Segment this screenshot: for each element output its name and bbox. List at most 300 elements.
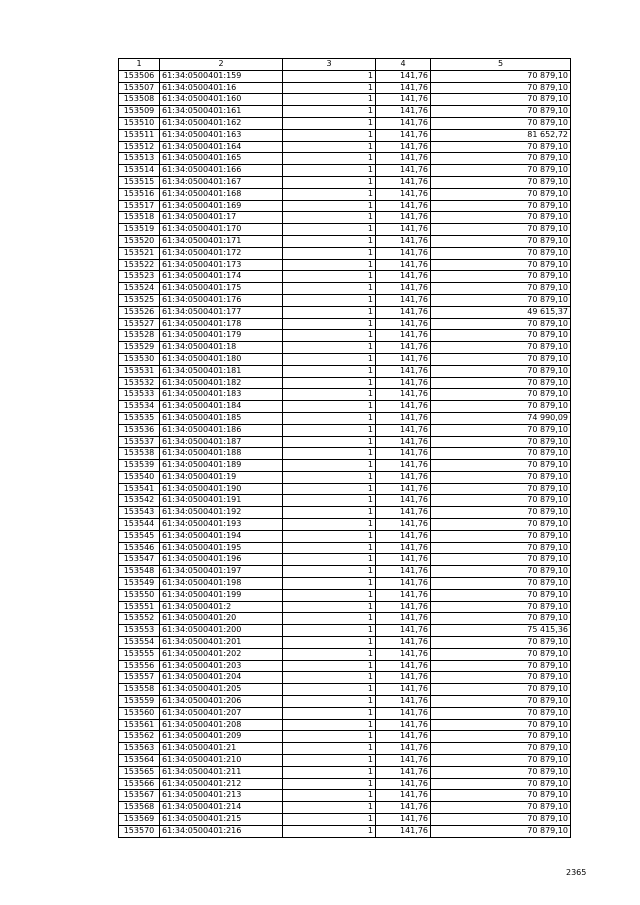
area-cell: 141,76 bbox=[376, 637, 431, 649]
row-number-cell: 153542 bbox=[119, 495, 160, 507]
count-cell: 1 bbox=[283, 554, 376, 566]
cadastral-number-cell: 61:34:0500401:163 bbox=[160, 129, 283, 141]
row-number-cell: 153506 bbox=[119, 70, 160, 82]
value-cell: 70 879,10 bbox=[431, 424, 571, 436]
row-number-cell: 153513 bbox=[119, 153, 160, 165]
count-cell: 1 bbox=[283, 117, 376, 129]
count-cell: 1 bbox=[283, 719, 376, 731]
value-cell: 70 879,10 bbox=[431, 589, 571, 601]
row-number-cell: 153515 bbox=[119, 176, 160, 188]
cadastral-number-cell: 61:34:0500401:181 bbox=[160, 365, 283, 377]
cadastral-number-cell: 61:34:0500401:172 bbox=[160, 247, 283, 259]
row-number-cell: 153512 bbox=[119, 141, 160, 153]
value-cell: 70 879,10 bbox=[431, 224, 571, 236]
count-cell: 1 bbox=[283, 637, 376, 649]
area-cell: 141,76 bbox=[376, 259, 431, 271]
row-number-cell: 153536 bbox=[119, 424, 160, 436]
cadastral-number-cell: 61:34:0500401:213 bbox=[160, 790, 283, 802]
area-cell: 141,76 bbox=[376, 436, 431, 448]
value-cell: 70 879,10 bbox=[431, 613, 571, 625]
cadastral-number-cell: 61:34:0500401:211 bbox=[160, 766, 283, 778]
table-row bbox=[119, 129, 571, 141]
value-cell: 70 879,10 bbox=[431, 707, 571, 719]
row-number-cell: 153528 bbox=[119, 330, 160, 342]
row-number-cell: 153535 bbox=[119, 412, 160, 424]
row-number-cell: 153550 bbox=[119, 589, 160, 601]
row-number-cell: 153567 bbox=[119, 790, 160, 802]
table-row bbox=[119, 212, 571, 224]
area-cell: 141,76 bbox=[376, 247, 431, 259]
value-cell: 70 879,10 bbox=[431, 188, 571, 200]
count-cell: 1 bbox=[283, 283, 376, 295]
area-cell: 141,76 bbox=[376, 424, 431, 436]
row-number-cell: 153510 bbox=[119, 117, 160, 129]
row-number-cell: 153527 bbox=[119, 318, 160, 330]
area-cell: 141,76 bbox=[376, 365, 431, 377]
count-cell: 1 bbox=[283, 589, 376, 601]
value-cell: 70 879,10 bbox=[431, 389, 571, 401]
count-cell: 1 bbox=[283, 401, 376, 413]
value-cell: 70 879,10 bbox=[431, 719, 571, 731]
row-number-cell: 153544 bbox=[119, 519, 160, 531]
count-cell: 1 bbox=[283, 471, 376, 483]
table-row bbox=[119, 436, 571, 448]
cadastral-number-cell: 61:34:0500401:173 bbox=[160, 259, 283, 271]
value-cell: 70 879,10 bbox=[431, 330, 571, 342]
table-row bbox=[119, 601, 571, 613]
cadastral-number-cell: 61:34:0500401:214 bbox=[160, 802, 283, 814]
value-cell: 70 879,10 bbox=[431, 165, 571, 177]
row-number-cell: 153520 bbox=[119, 235, 160, 247]
cadastral-number-cell: 61:34:0500401:192 bbox=[160, 507, 283, 519]
count-cell: 1 bbox=[283, 802, 376, 814]
cadastral-number-cell: 61:34:0500401:183 bbox=[160, 389, 283, 401]
cadastral-number-cell: 61:34:0500401:185 bbox=[160, 412, 283, 424]
table-row bbox=[119, 766, 571, 778]
table-row bbox=[119, 235, 571, 247]
count-cell: 1 bbox=[283, 235, 376, 247]
count-cell: 1 bbox=[283, 271, 376, 283]
table-row bbox=[119, 755, 571, 767]
value-cell: 70 879,10 bbox=[431, 318, 571, 330]
count-cell: 1 bbox=[283, 731, 376, 743]
cadastral-number-cell: 61:34:0500401:165 bbox=[160, 153, 283, 165]
row-number-cell: 153543 bbox=[119, 507, 160, 519]
area-cell: 141,76 bbox=[376, 707, 431, 719]
value-cell: 70 879,10 bbox=[431, 294, 571, 306]
count-cell: 1 bbox=[283, 212, 376, 224]
count-cell: 1 bbox=[283, 342, 376, 354]
count-cell: 1 bbox=[283, 436, 376, 448]
row-number-cell: 153519 bbox=[119, 224, 160, 236]
cadastral-number-cell: 61:34:0500401:212 bbox=[160, 778, 283, 790]
value-cell: 70 879,10 bbox=[431, 672, 571, 684]
row-number-cell: 153562 bbox=[119, 731, 160, 743]
cadastral-number-cell: 61:34:0500401:2 bbox=[160, 601, 283, 613]
count-cell: 1 bbox=[283, 790, 376, 802]
cadastral-number-cell: 61:34:0500401:199 bbox=[160, 589, 283, 601]
table-body bbox=[119, 70, 571, 837]
table-row bbox=[119, 365, 571, 377]
column-header: 2 bbox=[160, 59, 283, 71]
row-number-cell: 153509 bbox=[119, 106, 160, 118]
table-row bbox=[119, 589, 571, 601]
header-row bbox=[119, 59, 571, 71]
row-number-cell: 153564 bbox=[119, 755, 160, 767]
cadastral-number-cell: 61:34:0500401:161 bbox=[160, 106, 283, 118]
row-number-cell: 153559 bbox=[119, 696, 160, 708]
value-cell: 70 879,10 bbox=[431, 448, 571, 460]
count-cell: 1 bbox=[283, 814, 376, 826]
cadastral-number-cell: 61:34:0500401:205 bbox=[160, 684, 283, 696]
table-row bbox=[119, 507, 571, 519]
table-row bbox=[119, 696, 571, 708]
cadastral-number-cell: 61:34:0500401:194 bbox=[160, 530, 283, 542]
count-cell: 1 bbox=[283, 519, 376, 531]
row-number-cell: 153555 bbox=[119, 648, 160, 660]
cadastral-number-cell: 61:34:0500401:178 bbox=[160, 318, 283, 330]
table-row bbox=[119, 719, 571, 731]
count-cell: 1 bbox=[283, 306, 376, 318]
row-number-cell: 153551 bbox=[119, 601, 160, 613]
count-cell: 1 bbox=[283, 578, 376, 590]
table-row bbox=[119, 648, 571, 660]
table-row bbox=[119, 519, 571, 531]
row-number-cell: 153540 bbox=[119, 471, 160, 483]
value-cell: 70 879,10 bbox=[431, 436, 571, 448]
cadastral-number-cell: 61:34:0500401:191 bbox=[160, 495, 283, 507]
value-cell: 70 879,10 bbox=[431, 342, 571, 354]
cadastral-number-cell: 61:34:0500401:159 bbox=[160, 70, 283, 82]
count-cell: 1 bbox=[283, 106, 376, 118]
count-cell: 1 bbox=[283, 294, 376, 306]
row-number-cell: 153529 bbox=[119, 342, 160, 354]
row-number-cell: 153547 bbox=[119, 554, 160, 566]
area-cell: 141,76 bbox=[376, 294, 431, 306]
table-row bbox=[119, 82, 571, 94]
count-cell: 1 bbox=[283, 153, 376, 165]
table-row bbox=[119, 353, 571, 365]
row-number-cell: 153533 bbox=[119, 389, 160, 401]
table-row bbox=[119, 318, 571, 330]
value-cell: 70 879,10 bbox=[431, 637, 571, 649]
area-cell: 141,76 bbox=[376, 342, 431, 354]
row-number-cell: 153541 bbox=[119, 483, 160, 495]
count-cell: 1 bbox=[283, 672, 376, 684]
table-row bbox=[119, 707, 571, 719]
table-row bbox=[119, 802, 571, 814]
row-number-cell: 153523 bbox=[119, 271, 160, 283]
area-cell: 141,76 bbox=[376, 389, 431, 401]
cadastral-number-cell: 61:34:0500401:215 bbox=[160, 814, 283, 826]
value-cell: 70 879,10 bbox=[431, 684, 571, 696]
cadastral-number-cell: 61:34:0500401:216 bbox=[160, 825, 283, 837]
column-header: 3 bbox=[283, 59, 376, 71]
cadastral-number-cell: 61:34:0500401:196 bbox=[160, 554, 283, 566]
area-cell: 141,76 bbox=[376, 117, 431, 129]
count-cell: 1 bbox=[283, 660, 376, 672]
area-cell: 141,76 bbox=[376, 94, 431, 106]
count-cell: 1 bbox=[283, 648, 376, 660]
value-cell: 70 879,10 bbox=[431, 542, 571, 554]
row-number-cell: 153548 bbox=[119, 566, 160, 578]
area-cell: 141,76 bbox=[376, 330, 431, 342]
count-cell: 1 bbox=[283, 424, 376, 436]
page-number: 2365 bbox=[566, 868, 587, 877]
cadastral-number-cell: 61:34:0500401:198 bbox=[160, 578, 283, 590]
area-cell: 141,76 bbox=[376, 165, 431, 177]
row-number-cell: 153563 bbox=[119, 743, 160, 755]
table-row bbox=[119, 731, 571, 743]
count-cell: 1 bbox=[283, 330, 376, 342]
area-cell: 141,76 bbox=[376, 743, 431, 755]
area-cell: 141,76 bbox=[376, 696, 431, 708]
value-cell: 70 879,10 bbox=[431, 94, 571, 106]
cadastral-number-cell: 61:34:0500401:176 bbox=[160, 294, 283, 306]
cadastral-number-cell: 61:34:0500401:210 bbox=[160, 755, 283, 767]
area-cell: 141,76 bbox=[376, 176, 431, 188]
area-cell: 141,76 bbox=[376, 188, 431, 200]
value-cell: 70 879,10 bbox=[431, 247, 571, 259]
cadastral-number-cell: 61:34:0500401:177 bbox=[160, 306, 283, 318]
count-cell: 1 bbox=[283, 766, 376, 778]
table-row bbox=[119, 153, 571, 165]
table-row bbox=[119, 224, 571, 236]
area-cell: 141,76 bbox=[376, 235, 431, 247]
count-cell: 1 bbox=[283, 495, 376, 507]
area-cell: 141,76 bbox=[376, 106, 431, 118]
count-cell: 1 bbox=[283, 141, 376, 153]
value-cell: 70 879,10 bbox=[431, 731, 571, 743]
area-cell: 141,76 bbox=[376, 802, 431, 814]
row-number-cell: 153508 bbox=[119, 94, 160, 106]
row-number-cell: 153538 bbox=[119, 448, 160, 460]
count-cell: 1 bbox=[283, 412, 376, 424]
table-row bbox=[119, 542, 571, 554]
table-row bbox=[119, 448, 571, 460]
count-cell: 1 bbox=[283, 377, 376, 389]
count-cell: 1 bbox=[283, 743, 376, 755]
area-cell: 141,76 bbox=[376, 589, 431, 601]
table-row bbox=[119, 342, 571, 354]
area-cell: 141,76 bbox=[376, 82, 431, 94]
table-row bbox=[119, 165, 571, 177]
value-cell: 70 879,10 bbox=[431, 660, 571, 672]
value-cell: 70 879,10 bbox=[431, 176, 571, 188]
table-row bbox=[119, 672, 571, 684]
cadastral-number-cell: 61:34:0500401:170 bbox=[160, 224, 283, 236]
table-row bbox=[119, 389, 571, 401]
count-cell: 1 bbox=[283, 755, 376, 767]
table-row bbox=[119, 554, 571, 566]
count-cell: 1 bbox=[283, 613, 376, 625]
row-number-cell: 153507 bbox=[119, 82, 160, 94]
row-number-cell: 153537 bbox=[119, 436, 160, 448]
value-cell: 70 879,10 bbox=[431, 507, 571, 519]
table-row bbox=[119, 117, 571, 129]
area-cell: 141,76 bbox=[376, 306, 431, 318]
value-cell: 70 879,10 bbox=[431, 601, 571, 613]
cadastral-number-cell: 61:34:0500401:184 bbox=[160, 401, 283, 413]
cadastral-number-cell: 61:34:0500401:166 bbox=[160, 165, 283, 177]
table-row bbox=[119, 460, 571, 472]
count-cell: 1 bbox=[283, 530, 376, 542]
table-row bbox=[119, 814, 571, 826]
column-header: 5 bbox=[431, 59, 571, 71]
table-row bbox=[119, 684, 571, 696]
row-number-cell: 153549 bbox=[119, 578, 160, 590]
table-row bbox=[119, 401, 571, 413]
value-cell: 70 879,10 bbox=[431, 271, 571, 283]
row-number-cell: 153556 bbox=[119, 660, 160, 672]
value-cell: 70 879,10 bbox=[431, 790, 571, 802]
count-cell: 1 bbox=[283, 542, 376, 554]
area-cell: 141,76 bbox=[376, 554, 431, 566]
area-cell: 141,76 bbox=[376, 377, 431, 389]
value-cell: 70 879,10 bbox=[431, 483, 571, 495]
area-cell: 141,76 bbox=[376, 495, 431, 507]
column-header: 1 bbox=[119, 59, 160, 71]
value-cell: 49 615,37 bbox=[431, 306, 571, 318]
cadastral-number-cell: 61:34:0500401:207 bbox=[160, 707, 283, 719]
value-cell: 70 879,10 bbox=[431, 283, 571, 295]
cadastral-number-cell: 61:34:0500401:160 bbox=[160, 94, 283, 106]
count-cell: 1 bbox=[283, 200, 376, 212]
row-number-cell: 153546 bbox=[119, 542, 160, 554]
value-cell: 70 879,10 bbox=[431, 212, 571, 224]
cadastral-number-cell: 61:34:0500401:187 bbox=[160, 436, 283, 448]
area-cell: 141,76 bbox=[376, 766, 431, 778]
count-cell: 1 bbox=[283, 507, 376, 519]
area-cell: 141,76 bbox=[376, 483, 431, 495]
value-cell: 70 879,10 bbox=[431, 117, 571, 129]
row-number-cell: 153522 bbox=[119, 259, 160, 271]
cadastral-number-cell: 61:34:0500401:179 bbox=[160, 330, 283, 342]
table-row bbox=[119, 94, 571, 106]
value-cell: 70 879,10 bbox=[431, 755, 571, 767]
table-row bbox=[119, 495, 571, 507]
table-row bbox=[119, 141, 571, 153]
table-row bbox=[119, 106, 571, 118]
row-number-cell: 153532 bbox=[119, 377, 160, 389]
area-cell: 141,76 bbox=[376, 625, 431, 637]
table-row bbox=[119, 613, 571, 625]
value-cell: 70 879,10 bbox=[431, 106, 571, 118]
row-number-cell: 153568 bbox=[119, 802, 160, 814]
value-cell: 70 879,10 bbox=[431, 141, 571, 153]
table-row bbox=[119, 471, 571, 483]
area-cell: 141,76 bbox=[376, 684, 431, 696]
cadastral-number-cell: 61:34:0500401:174 bbox=[160, 271, 283, 283]
row-number-cell: 153534 bbox=[119, 401, 160, 413]
value-cell: 70 879,10 bbox=[431, 530, 571, 542]
count-cell: 1 bbox=[283, 707, 376, 719]
area-cell: 141,76 bbox=[376, 224, 431, 236]
cadastral-number-cell: 61:34:0500401:186 bbox=[160, 424, 283, 436]
cadastral-number-cell: 61:34:0500401:180 bbox=[160, 353, 283, 365]
count-cell: 1 bbox=[283, 825, 376, 837]
table-row bbox=[119, 271, 571, 283]
value-cell: 70 879,10 bbox=[431, 825, 571, 837]
area-cell: 141,76 bbox=[376, 471, 431, 483]
value-cell: 70 879,10 bbox=[431, 82, 571, 94]
area-cell: 141,76 bbox=[376, 719, 431, 731]
cadastral-number-cell: 61:34:0500401:16 bbox=[160, 82, 283, 94]
value-cell: 70 879,10 bbox=[431, 153, 571, 165]
count-cell: 1 bbox=[283, 365, 376, 377]
value-cell: 70 879,10 bbox=[431, 802, 571, 814]
value-cell: 70 879,10 bbox=[431, 377, 571, 389]
row-number-cell: 153558 bbox=[119, 684, 160, 696]
cadastral-number-cell: 61:34:0500401:201 bbox=[160, 637, 283, 649]
cadastral-number-cell: 61:34:0500401:188 bbox=[160, 448, 283, 460]
area-cell: 141,76 bbox=[376, 353, 431, 365]
area-cell: 141,76 bbox=[376, 672, 431, 684]
area-cell: 141,76 bbox=[376, 613, 431, 625]
table-row bbox=[119, 625, 571, 637]
count-cell: 1 bbox=[283, 601, 376, 613]
value-cell: 70 879,10 bbox=[431, 235, 571, 247]
cadastral-number-cell: 61:34:0500401:195 bbox=[160, 542, 283, 554]
value-cell: 70 879,10 bbox=[431, 778, 571, 790]
count-cell: 1 bbox=[283, 696, 376, 708]
row-number-cell: 153552 bbox=[119, 613, 160, 625]
count-cell: 1 bbox=[283, 176, 376, 188]
cadastral-number-cell: 61:34:0500401:182 bbox=[160, 377, 283, 389]
row-number-cell: 153514 bbox=[119, 165, 160, 177]
row-number-cell: 153524 bbox=[119, 283, 160, 295]
row-number-cell: 153521 bbox=[119, 247, 160, 259]
count-cell: 1 bbox=[283, 448, 376, 460]
area-cell: 141,76 bbox=[376, 271, 431, 283]
value-cell: 70 879,10 bbox=[431, 471, 571, 483]
row-number-cell: 153539 bbox=[119, 460, 160, 472]
value-cell: 70 879,10 bbox=[431, 566, 571, 578]
row-number-cell: 153566 bbox=[119, 778, 160, 790]
cadastral-number-cell: 61:34:0500401:190 bbox=[160, 483, 283, 495]
table-row bbox=[119, 377, 571, 389]
row-number-cell: 153511 bbox=[119, 129, 160, 141]
count-cell: 1 bbox=[283, 684, 376, 696]
table-row bbox=[119, 200, 571, 212]
cadastral-number-cell: 61:34:0500401:193 bbox=[160, 519, 283, 531]
value-cell: 74 990,09 bbox=[431, 412, 571, 424]
value-cell: 70 879,10 bbox=[431, 814, 571, 826]
table-row bbox=[119, 412, 571, 424]
value-cell: 70 879,10 bbox=[431, 743, 571, 755]
table-row bbox=[119, 188, 571, 200]
table-row bbox=[119, 330, 571, 342]
value-cell: 70 879,10 bbox=[431, 766, 571, 778]
row-number-cell: 153553 bbox=[119, 625, 160, 637]
cadastral-number-cell: 61:34:0500401:169 bbox=[160, 200, 283, 212]
value-cell: 70 879,10 bbox=[431, 554, 571, 566]
cadastral-number-cell: 61:34:0500401:208 bbox=[160, 719, 283, 731]
table-row bbox=[119, 70, 571, 82]
area-cell: 141,76 bbox=[376, 566, 431, 578]
cadastral-number-cell: 61:34:0500401:203 bbox=[160, 660, 283, 672]
area-cell: 141,76 bbox=[376, 153, 431, 165]
value-cell: 70 879,10 bbox=[431, 365, 571, 377]
cadastral-number-cell: 61:34:0500401:18 bbox=[160, 342, 283, 354]
area-cell: 141,76 bbox=[376, 601, 431, 613]
area-cell: 141,76 bbox=[376, 731, 431, 743]
count-cell: 1 bbox=[283, 165, 376, 177]
data-table bbox=[118, 58, 571, 838]
cadastral-number-cell: 61:34:0500401:167 bbox=[160, 176, 283, 188]
value-cell: 70 879,10 bbox=[431, 353, 571, 365]
value-cell: 75 415,36 bbox=[431, 625, 571, 637]
